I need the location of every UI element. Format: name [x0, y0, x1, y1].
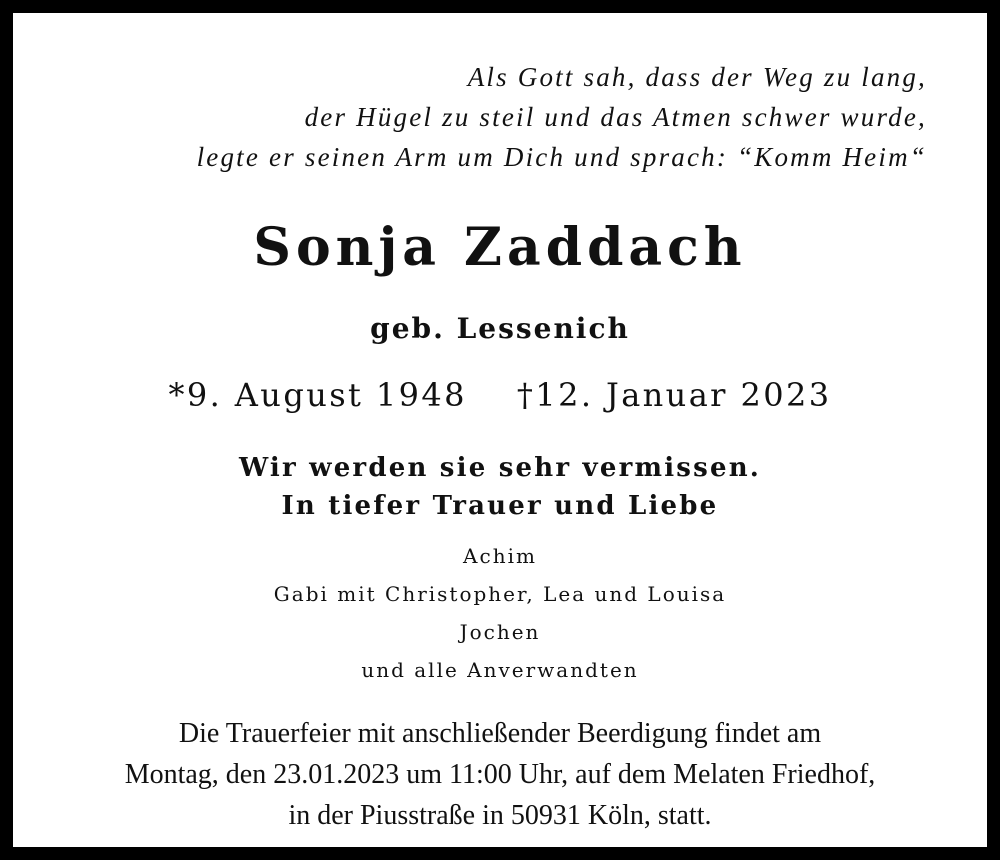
- funeral-details: [13, 713, 987, 836]
- mourner-entry: Achim: [463, 544, 537, 568]
- message-line: Wir werden sie sehr vermissen.: [238, 453, 762, 483]
- poem-line: der Hügel zu steil und das Atmen schwer wurde,: [304, 102, 927, 132]
- poem-line: legte er seinen Arm um Dich und sprach: “Komm Heim“: [196, 142, 927, 172]
- mourner-entry: Jochen: [459, 620, 541, 644]
- poem-line: Als Gott sah, dass der Weg zu lang,: [467, 62, 927, 92]
- birth-name: geb. Lessenich: [370, 312, 630, 345]
- funeral-line: Montag, den 23.01.2023 um 11:00 Uhr, auf dem Melaten Friedhof,: [124, 759, 876, 790]
- deceased-name: Sonja Zaddach: [253, 217, 747, 278]
- poem-verse: [67, 57, 927, 177]
- mourner-entry: und alle Anverwandten: [361, 658, 639, 682]
- message-line: In tiefer Trauer und Liebe: [281, 491, 719, 521]
- life-dates: [13, 373, 987, 417]
- funeral-line: Die Trauerfeier mit anschließender Beerdigung findet am: [178, 718, 822, 749]
- mourning-message: [13, 449, 987, 525]
- funeral-line: in der Piusstraße in 50931 Köln, statt.: [288, 800, 712, 831]
- mourner-entry: Gabi mit Christopher, Lea und Louisa: [273, 582, 727, 606]
- death-date: †12. Januar 2023: [516, 376, 832, 414]
- mourners-list: [13, 537, 987, 689]
- birth-date: *9. August 1948: [168, 376, 467, 414]
